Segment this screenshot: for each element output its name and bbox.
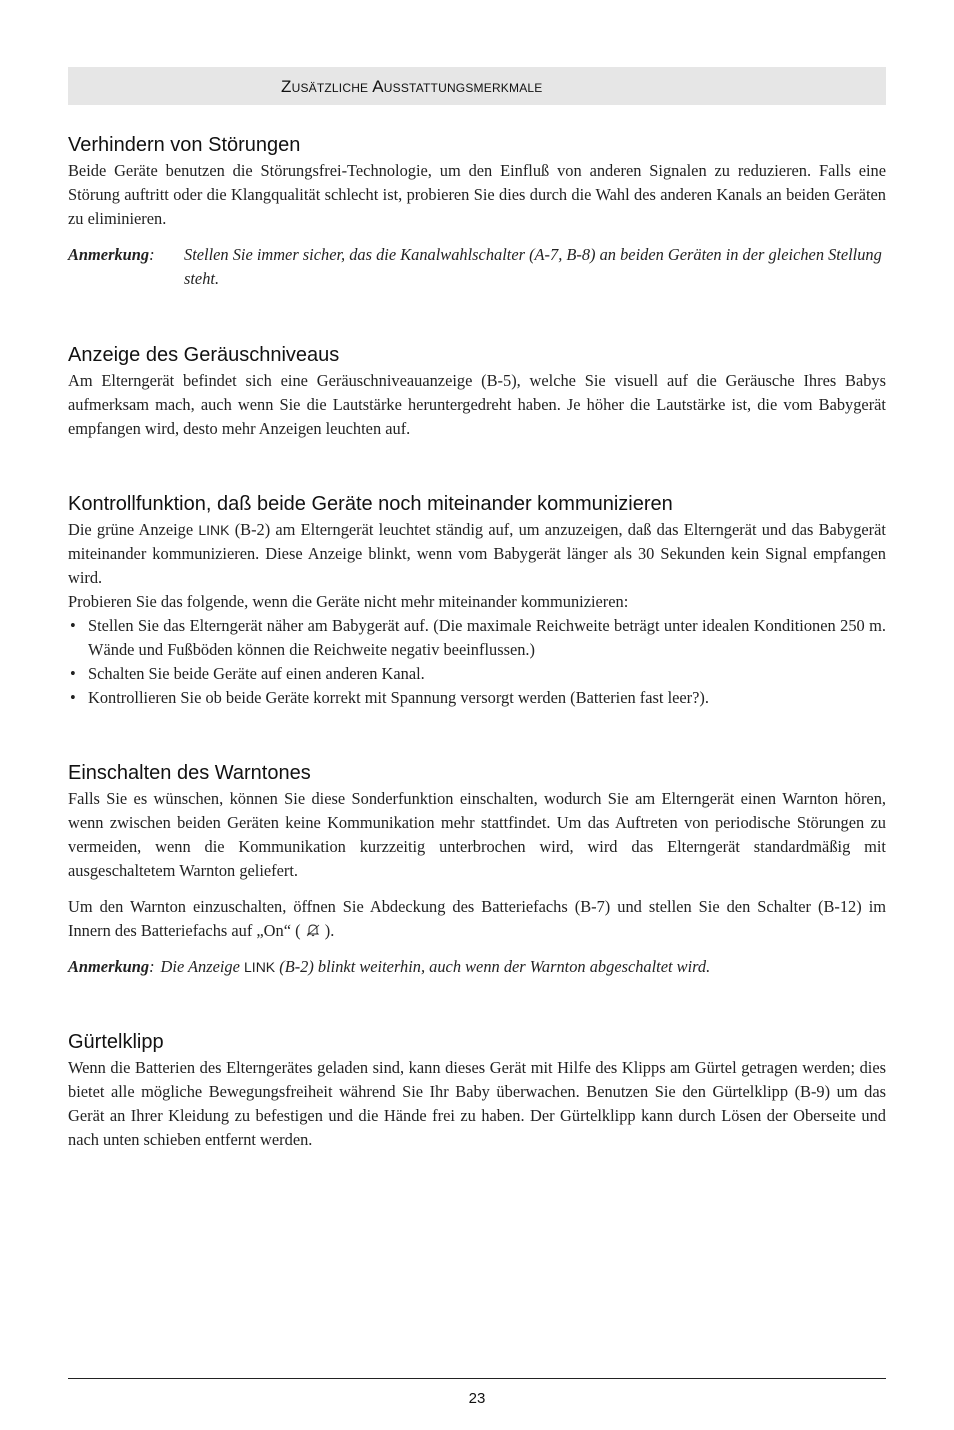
link-indicator-label: LINK [198,522,230,538]
note-text [155,955,886,979]
paragraph-text: Um den Warnton einzuschalten, öffnen Sie Abdeckung des Batteriefachs (B-7) und stellen Sie den Schalter (B-12) im Innern des Batteriefachs auf „On“ ( [68,897,886,940]
note-separator: : [149,957,155,976]
section-noise-level [68,343,886,441]
paragraph-text: Die grüne Anzeige [68,520,194,539]
list-item: • Stellen Sie das Elterngerät näher am Babygerät auf. (Die maximale Reichweite beträgt unter idealen Konditionen 250 m. Wände und Fußböden können die Reichweite negativ beeinflussen.) [68,614,886,662]
note-label: Anmerkung [68,245,150,264]
note-text: Stellen Sie immer sicher, das die Kanalwahlschalter (A-7, B-8) an beiden Geräten in der gleichen Stellung steht. [184,245,882,288]
note [68,243,886,291]
section-heading: Kontrollfunktion, daß beide Geräte noch miteinander kommunizieren [68,493,673,515]
list-item: • Schalten Sie beide Geräte auf einen anderen Kanal. [68,662,886,686]
note [68,955,886,979]
section-heading: Verhindern von Störungen [68,134,301,156]
note-text-part: Die Anzeige [160,957,240,976]
section-paragraph [68,518,886,590]
note-text-part: (B-2) blinkt weiterhin, auch wenn der Warnton abgeschaltet wird. [279,957,711,976]
section-warning-tone [68,761,886,979]
section-paragraph: Wenn die Batterien des Elterngerätes geladen sind, kann dieses Gerät mit Hilfe des Klipps am Gürtel getragen werden; dies bietet alle mögliche Bewegungsfreiheit während Sie Ihr Baby überwachen. Benutzen Sie den Gürtelklipp (B-9) um das Gerät an Ihrer Kleidung zu befestigen und die Hände frei zu haben. Der Gürtelklipp kann durch Lösen der Oberseite und nach unten schieben entfernt werden. [68,1058,886,1149]
section-heading: Gürtelklipp [68,1031,164,1053]
paragraph-text: ). [324,921,335,940]
section-intro: Probieren Sie das folgende, wenn die Geräte nicht mehr miteinander kommunizieren: [68,592,629,611]
bell-icon [305,921,321,937]
note-separator: : [149,245,155,264]
section-belt-clip [68,1030,886,1152]
paragraph-text: (B-2) am Elterngerät leuchtet ständig auf, um anzuzeigen, daß das Elterngerät und das Babygerät miteinander kommunizieren. Diese Anzeige blinkt, wenn vom Babygerät länger als 30 Sekunden kein Signal empfangen wird. [68,520,886,587]
footer-rule [68,1378,886,1379]
page-content [68,67,886,1149]
list-item: • Kontrollieren Sie ob beide Geräte korrekt mit Spannung versorgt werden (Batterien fast leer?). [68,686,886,710]
section-heading: Einschalten des Warntones [68,762,311,784]
section-paragraph [68,895,886,943]
section-paragraph: Am Elterngerät befindet sich eine Geräuschniveauanzeige (B-5), welche Sie visuell auf die Geräusche Ihres Babys aufmerksam mach, auch wenn Sie die Lautstärke heruntergedreht haben. Je höher die Lautstärke ist, die vom Babygerät empfangen wird, desto mehr Anzeigen leuchten auf. [68,371,886,438]
section-heading: Anzeige des Geräuschniveaus [68,344,340,366]
section-link-check [68,492,886,710]
banner-title: Zusätzliche Ausstattungsmerkmale [281,77,543,96]
section-paragraph: Beide Geräte benutzen die Störungsfrei-Technologie, um den Einfluß von anderen Signalen zu reduzieren. Falls eine Störung auftritt oder die Klangqualität schlecht ist, probieren Sie dies durch die Wahl des anderen Kanals an beiden Geräten zu eliminieren. [68,161,886,228]
link-indicator-label: LINK [244,959,276,975]
section-paragraph: Falls Sie es wünschen, können Sie diese Sonderfunktion einschalten, wodurch Sie am Elterngerät einen Warnton hören, wenn zwischen beiden Geräten keine Kommunikation mehr stattfindet. Um das Auftreten von periodische Störungen zu vermeiden, wenn die Kommunikation kurzzeitig unterbrochen wird, wird das Elterngerät standardmäßig mit ausgeschaltetem Warnton geliefert. [68,789,886,880]
section-interference [68,133,886,291]
note-label: Anmerkung [68,957,150,976]
bullet-list [68,614,886,710]
section-banner [68,67,886,105]
page-number: 23 [468,1390,486,1407]
